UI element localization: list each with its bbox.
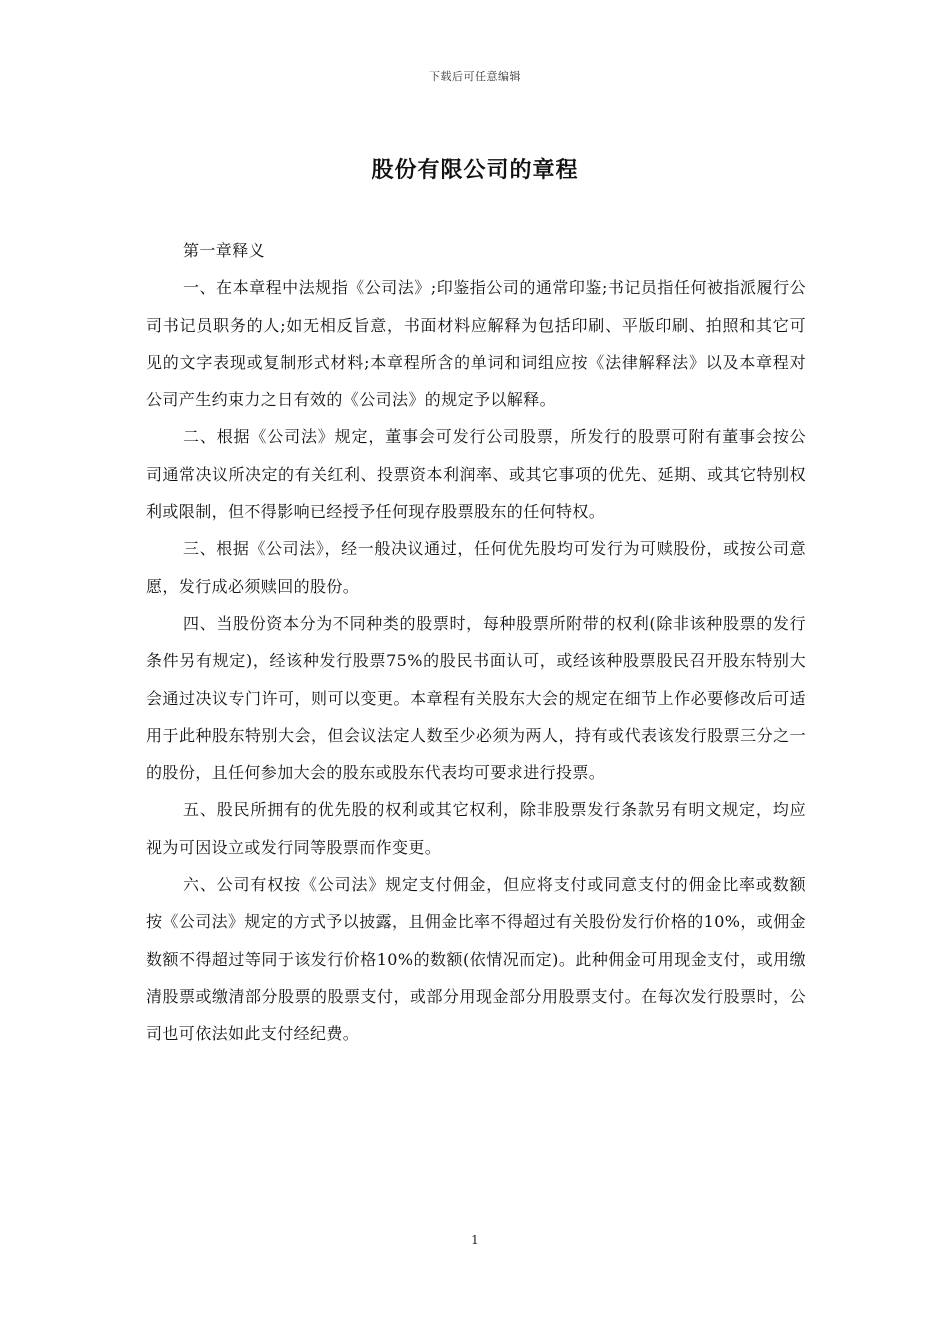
paragraph-article-5: 五、股民所拥有的优先股的权利或其它权利，除非股票发行条款另有明文规定，均应视为可因设立或发行同等股票而作变更。 [146, 800, 806, 857]
paragraph-article-3: 三、根据《公司法》，经一般决议通过，任何优先股均可发行为可赎股份，或按公司意愿，发行成必须赎回的股份。 [146, 539, 806, 596]
paragraph-article-1: 一、在本章程中法规指《公司法》;印鉴指公司的通常印鉴;书记员指任何被指派履行公司书记员职务的人;如无相反旨意，书面材料应解释为包括印刷、平版印刷、拍照和其它可见的文字表现或复制形式材料;本章程所含的单词和词组应按《法律解释法》以及本章程对公司产生约束力之日有效的《公司法》的规定予以解释。 [146, 278, 806, 410]
paragraph-article-6: 六、公司有权按《公司法》规定支付佣金，但应将支付或同意支付的佣金比率或数额按《公司法》规定的方式予以披露，且佣金比率不得超过有关股份发行价格的10%，或佣金数额不得超过等同于该发行价格10%的数额(依情况而定)。此种佣金可用现金支付，或用缴清股票或缴清部分股票的股票支付，或部分用现金部分用股票支付。在每次发行股票时，公司也可依法如此支付经纪费。 [146, 875, 806, 1044]
header-note: 下载后可任意编辑 [429, 70, 521, 83]
document-title: 股份有限公司的章程 [371, 157, 579, 183]
paragraph-article-4: 四、当股份资本分为不同种类的股票时，每种股票所附带的权利(除非该种股票的发行条件另有规定)，经该种发行股票75%的股民书面认可，或经该种股票股民召开股东特别大会通过决议专门许可，则可以变更。本章程有关股东大会的规定在细节上作必要修改后可适用于此种股东特别大会，但会议法定人数至少必须为两人，持有或代表该发行股票三分之一的股份，且任何参加大会的股东或股东代表均可要求进行投票。 [146, 613, 806, 783]
page-number: 1 [471, 1233, 479, 1247]
document-body [146, 232, 806, 1053]
paragraph-article-2: 二、根据《公司法》规定，董事会可发行公司股票，所发行的股票可附有董事会按公司通常决议所决定的有关红利、投票资本利润率、或其它事项的优先、延期、或其它特别权利或限制，但不得影响已经授予任何现存股票股东的任何特权。 [146, 427, 806, 522]
chapter-heading: 第一章释义 [183, 241, 266, 260]
